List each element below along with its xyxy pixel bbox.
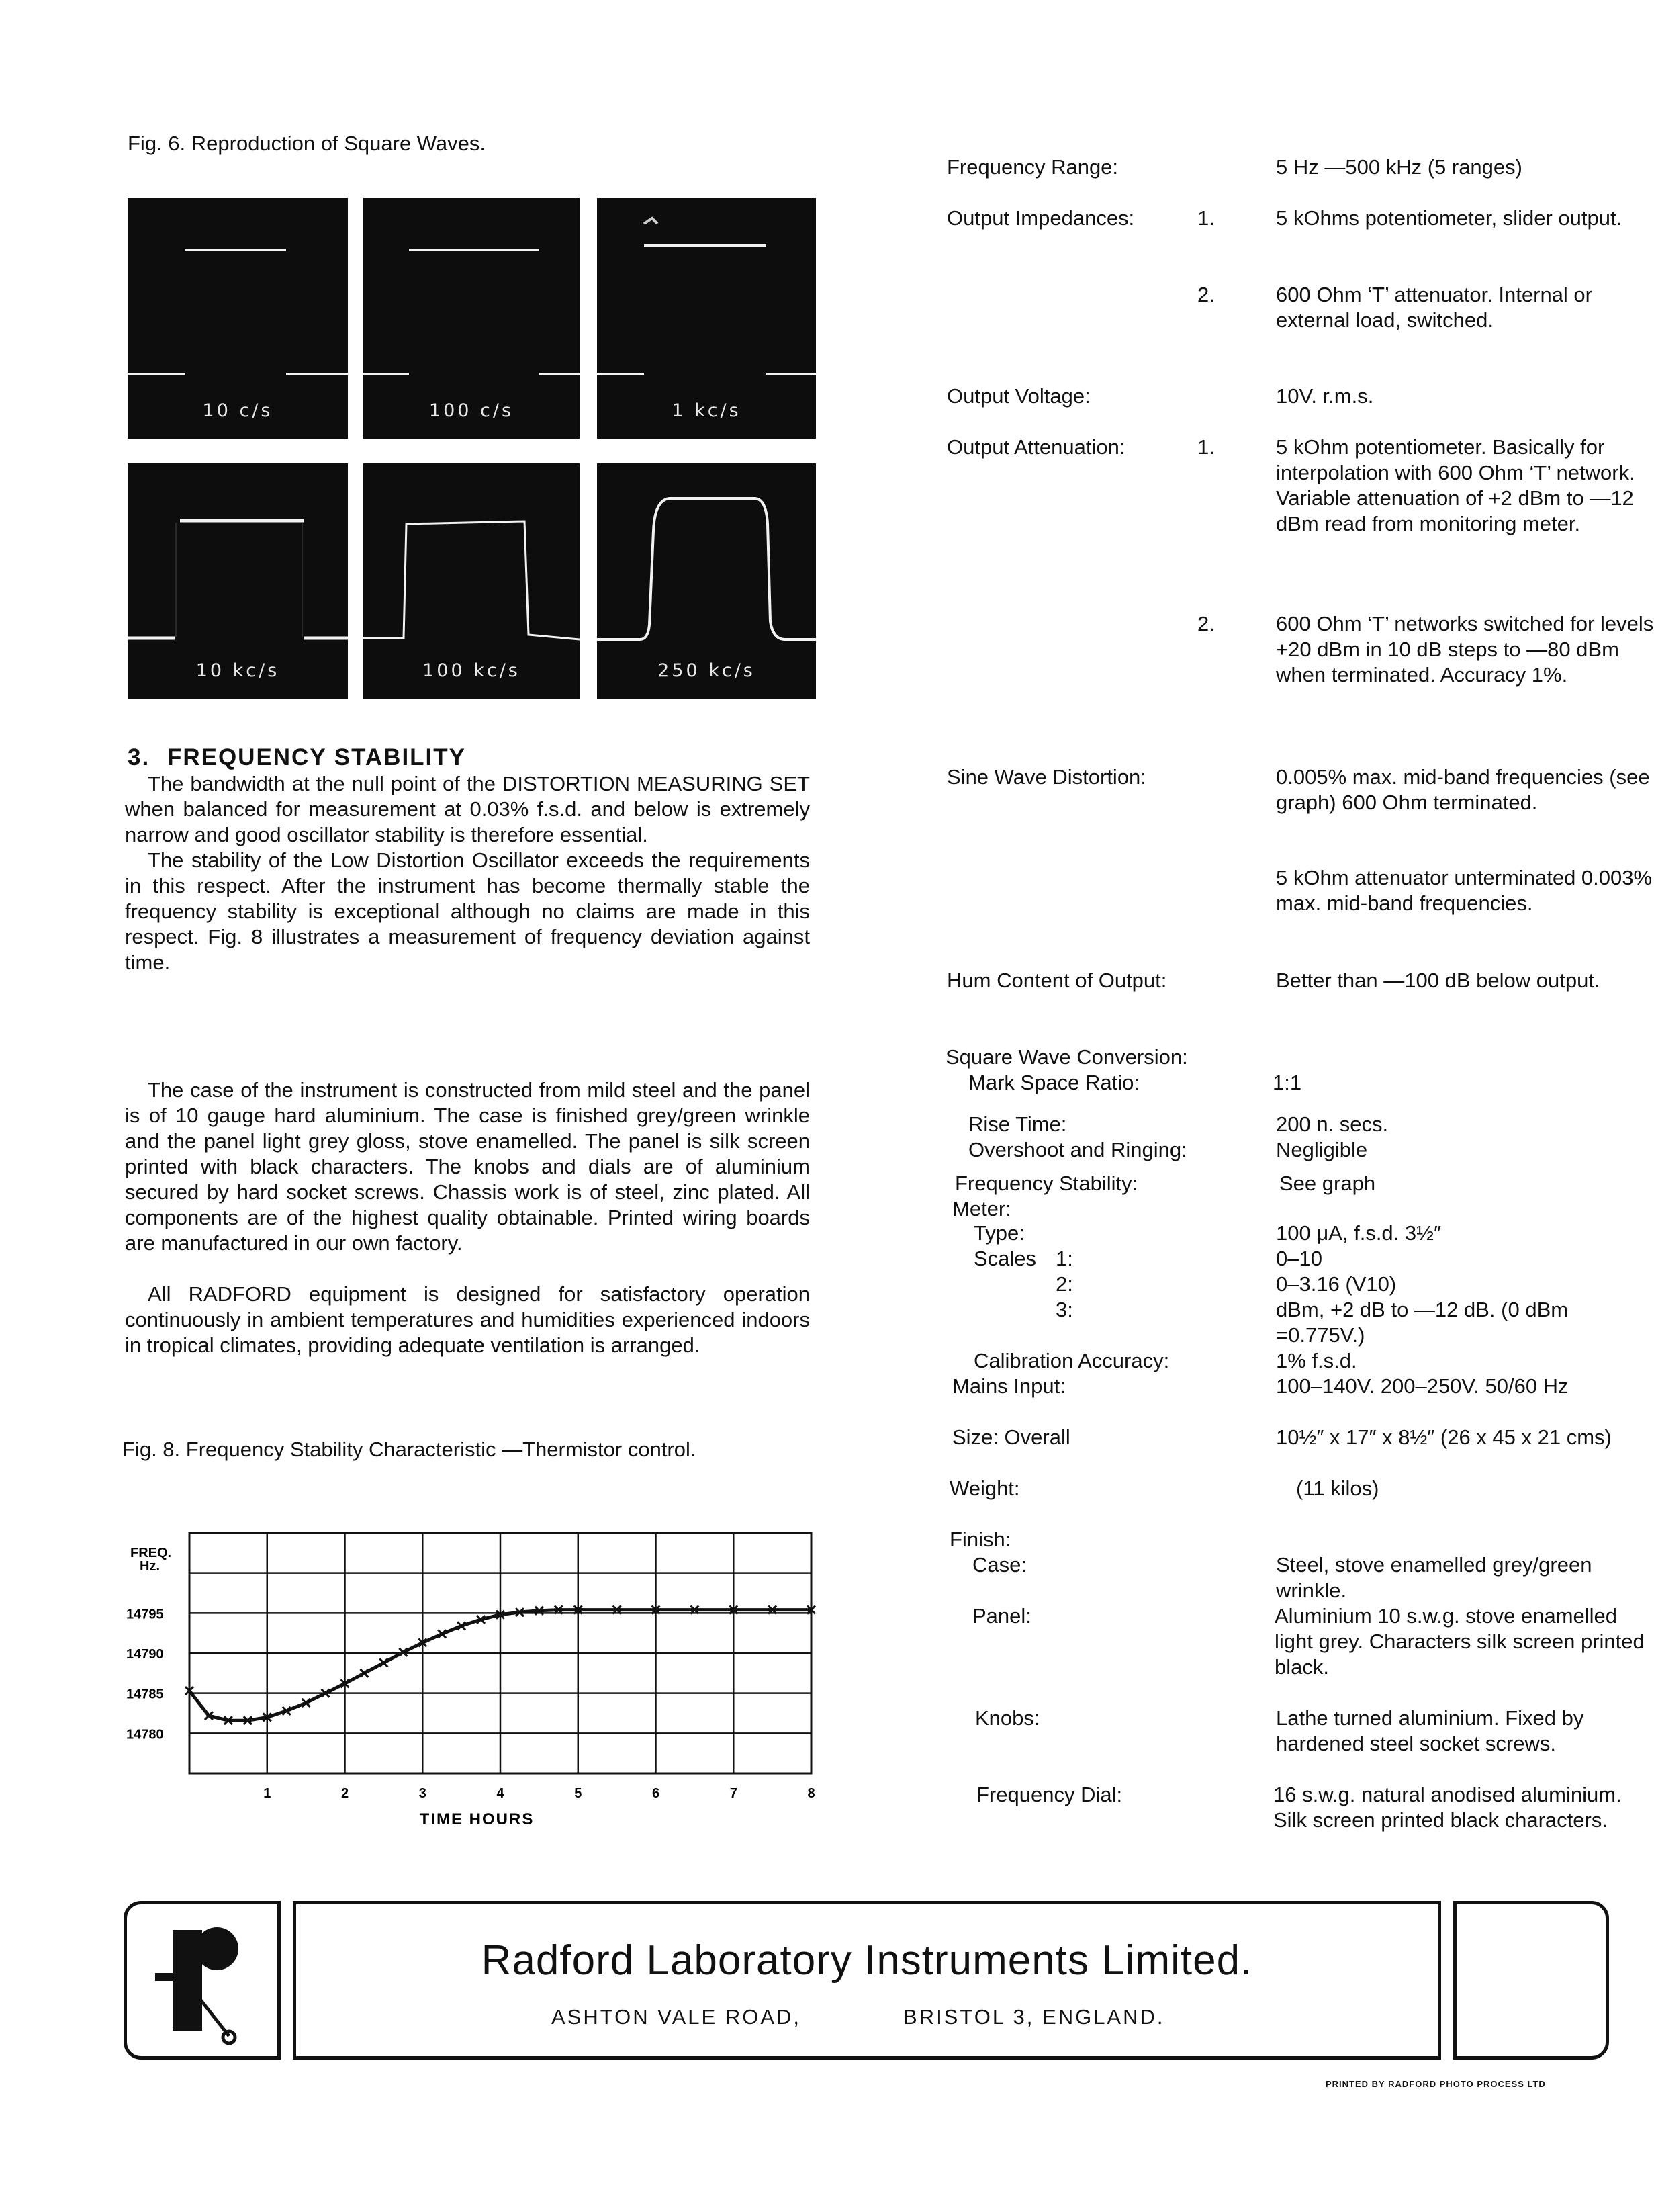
y-axis-label bbox=[130, 1546, 175, 1574]
oscillogram-label: 10 c/s bbox=[202, 400, 273, 421]
spec-value: 1% f.s.d. bbox=[1276, 1349, 1357, 1372]
spec-label: Size: Overall bbox=[952, 1425, 1070, 1449]
y-tick-label: 14795 bbox=[126, 1607, 164, 1622]
spec-label: Scales bbox=[974, 1247, 1037, 1270]
address-street: ASHTON VALE ROAD, bbox=[551, 2005, 801, 2029]
spec-label: Mains Input: bbox=[952, 1374, 1066, 1398]
paragraph: The bandwidth at the null point of the DISTORTION MEASURING SET when balanced for measurement at 0.03% f.s.d. and below is extremely narrow and good oscillator stability is therefore essential. bbox=[125, 772, 810, 846]
x-tick-label: 2 bbox=[340, 1786, 349, 1801]
spec-value: Lathe turned aluminium. Fixed by hardened steel socket screws. bbox=[1276, 1706, 1584, 1755]
spec-value: 5 kOhm attenuator unterminated 0.003% max. mid-band frequencies. bbox=[1276, 866, 1653, 915]
construction-body bbox=[125, 1077, 810, 1358]
spec-label: Frequency Dial: bbox=[976, 1783, 1123, 1806]
paragraph: All RADFORD equipment is designed for satisfactory operation continuously in ambient temperatures and humidities experienced indoors in tropical climates, providing adequate ventilation is arranged. bbox=[125, 1282, 810, 1357]
company-box bbox=[293, 1901, 1441, 2060]
spec-value: 100 μA, f.s.d. 3½″ bbox=[1276, 1221, 1441, 1245]
spec-value: Better than —100 dB below output. bbox=[1276, 969, 1600, 992]
spec-value: 600 Ohm ‘T’ networks switched for levels +20 dBm in 10 dB steps to —80 dBm when terminated. Accuracy 1%. bbox=[1276, 612, 1654, 687]
spec-label: Case: bbox=[972, 1553, 1027, 1577]
spec-label: Frequency Range: bbox=[947, 155, 1119, 179]
printer-credit: PRINTED BY RADFORD PHOTO PROCESS LTD bbox=[1326, 2079, 1546, 2089]
y-axis-label-line: FREQ. bbox=[130, 1546, 172, 1560]
x-tick-label: 3 bbox=[418, 1786, 426, 1801]
spec-label: Knobs: bbox=[975, 1706, 1040, 1730]
spec-value: 10V. r.m.s. bbox=[1276, 384, 1374, 408]
spec-value: 16 s.w.g. natural anodised aluminium. Silk screen printed black characters. bbox=[1273, 1783, 1622, 1832]
spec-label: Finish: bbox=[950, 1528, 1011, 1551]
spec-value: 0.005% max. mid-band frequencies (see graph) 600 Ohm terminated. bbox=[1276, 765, 1650, 814]
spec-value: 600 Ohm ‘T’ attenuator. Internal or external load, switched. bbox=[1276, 283, 1592, 332]
spec-label: Overshoot and Ringing: bbox=[968, 1138, 1187, 1161]
oscillogram-label: 10 kc/s bbox=[195, 660, 280, 681]
y-tick-label: 14790 bbox=[126, 1647, 164, 1662]
x-tick-label: 5 bbox=[574, 1786, 582, 1801]
spec-value: 200 n. secs. bbox=[1276, 1112, 1389, 1136]
y-tick-label: 14780 bbox=[126, 1727, 164, 1742]
oscillogram-label: 250 kc/s bbox=[657, 660, 755, 681]
spec-label: Meter: bbox=[952, 1197, 1011, 1221]
section-heading bbox=[128, 744, 466, 771]
frequency-stability-chart bbox=[121, 1525, 826, 1841]
spec-label: Weight: bbox=[950, 1476, 1020, 1500]
spec-label: Output Voltage: bbox=[947, 384, 1091, 408]
spec-value: Steel, stove enamelled grey/green wrinkle. bbox=[1276, 1553, 1592, 1602]
section-3-body bbox=[125, 771, 810, 975]
x-tick-label: 7 bbox=[729, 1786, 737, 1801]
oscillogram-panel bbox=[597, 463, 816, 699]
spec-value: 5 Hz —500 kHz (5 ranges) bbox=[1276, 155, 1522, 179]
spec-value: (11 kilos) bbox=[1296, 1476, 1379, 1500]
radford-logo bbox=[127, 1904, 277, 2056]
spec-label: Mark Space Ratio: bbox=[968, 1071, 1140, 1094]
address-city: BRISTOL 3, ENGLAND. bbox=[903, 2005, 1165, 2029]
spec-label: Panel: bbox=[972, 1604, 1031, 1628]
spec-label: Output Attenuation: bbox=[947, 435, 1125, 459]
oscillogram-panel bbox=[128, 463, 348, 699]
figure-8-caption: Fig. 8. Frequency Stability Characteristic —Thermistor control. bbox=[122, 1437, 696, 1461]
paragraph: The stability of the Low Distortion Oscillator exceeds the requirements in this respect. After the instrument has become thermally stable the frequency stability is exceptional although no claims are made in this respect. Fig. 8 illustrates a measurement of frequency deviation against time. bbox=[125, 848, 810, 974]
oscillogram-panel bbox=[363, 198, 580, 439]
spec-item-number: 1: bbox=[1056, 1247, 1073, 1270]
spec-value: See graph bbox=[1279, 1171, 1376, 1195]
paragraph: The case of the instrument is constructed from mild steel and the panel is of 10 gauge hard aluminium. The case is finished grey/green wrinkle and the panel light grey gloss, stove enamelled. The panel is silk screen printed with black characters. The knobs and dials are of aluminium secured by hard socket screws. Chassis work is of steel, zinc plated. All components are of the highest quality obtainable. Printed wiring boards are manufactured in our own factory. bbox=[125, 1078, 810, 1255]
spec-label: Rise Time: bbox=[968, 1112, 1067, 1136]
spec-label: Square Wave Conversion: bbox=[946, 1045, 1188, 1069]
section-title: FREQUENCY STABILITY bbox=[167, 744, 467, 770]
oscillogram-label: 100 kc/s bbox=[422, 660, 520, 681]
y-axis-label-line: Hz. bbox=[140, 1559, 160, 1574]
oscillogram-panel bbox=[597, 198, 816, 439]
oscillogram-panel bbox=[363, 463, 580, 699]
x-tick-label: 8 bbox=[807, 1786, 815, 1801]
spec-item-number: 1. bbox=[1197, 435, 1215, 459]
figure-6-caption: Fig. 6. Reproduction of Square Waves. bbox=[128, 132, 486, 155]
oscillogram-panel bbox=[128, 198, 348, 439]
spec-label: Calibration Accuracy: bbox=[974, 1349, 1170, 1372]
spec-value: dBm, +2 dB to —12 dB. (0 dBm =0.775V.) bbox=[1276, 1298, 1569, 1347]
spec-item-number: 2. bbox=[1197, 283, 1215, 306]
spec-value: 5 kOhm potentiometer. Basically for interpolation with 600 Ohm ‘T’ network. Variable attenuation of +2 dBm to —12 dBm read from monitoring meter. bbox=[1276, 435, 1635, 535]
x-tick-label: 6 bbox=[651, 1786, 660, 1801]
spec-value: Aluminium 10 s.w.g. stove enamelled light grey. Characters silk screen printed black. bbox=[1275, 1604, 1645, 1679]
spec-item-number: 3: bbox=[1056, 1298, 1073, 1321]
spec-label: Hum Content of Output: bbox=[947, 969, 1167, 992]
oscillogram-label: 1 kc/s bbox=[672, 400, 741, 421]
spec-item-number: 2. bbox=[1197, 612, 1215, 635]
spec-label: Output Impedances: bbox=[947, 206, 1135, 230]
spec-value: 1:1 bbox=[1273, 1071, 1302, 1094]
oscillogram-label: 100 c/s bbox=[428, 400, 514, 421]
spec-label: Frequency Stability: bbox=[955, 1171, 1138, 1195]
company-name: Radford Laboratory Instruments Limited. bbox=[481, 1937, 1253, 1984]
spec-value: Negligible bbox=[1276, 1138, 1368, 1161]
spec-item-number: 2: bbox=[1056, 1272, 1073, 1296]
x-axis-label: TIME HOURS bbox=[419, 1810, 535, 1828]
spec-value: 10½″ x 17″ x 8½″ (26 x 45 x 21 cms) bbox=[1276, 1425, 1612, 1449]
x-tick-label: 4 bbox=[496, 1786, 504, 1801]
spec-label: Type: bbox=[974, 1221, 1025, 1245]
spec-label: Sine Wave Distortion: bbox=[947, 765, 1146, 789]
y-tick-label: 14785 bbox=[126, 1687, 164, 1702]
logo-box bbox=[124, 1901, 281, 2060]
spec-value: 0–10 bbox=[1276, 1247, 1322, 1270]
blank-box bbox=[1453, 1901, 1609, 2060]
spec-value: 0–3.16 (V10) bbox=[1276, 1272, 1397, 1296]
x-tick-label: 1 bbox=[263, 1786, 271, 1801]
spec-value: 5 kOhms potentiometer, slider output. bbox=[1276, 206, 1622, 230]
section-number: 3. bbox=[128, 744, 150, 770]
spec-value: 100–140V. 200–250V. 50/60 Hz bbox=[1276, 1374, 1569, 1398]
spec-item-number: 1. bbox=[1197, 206, 1215, 230]
